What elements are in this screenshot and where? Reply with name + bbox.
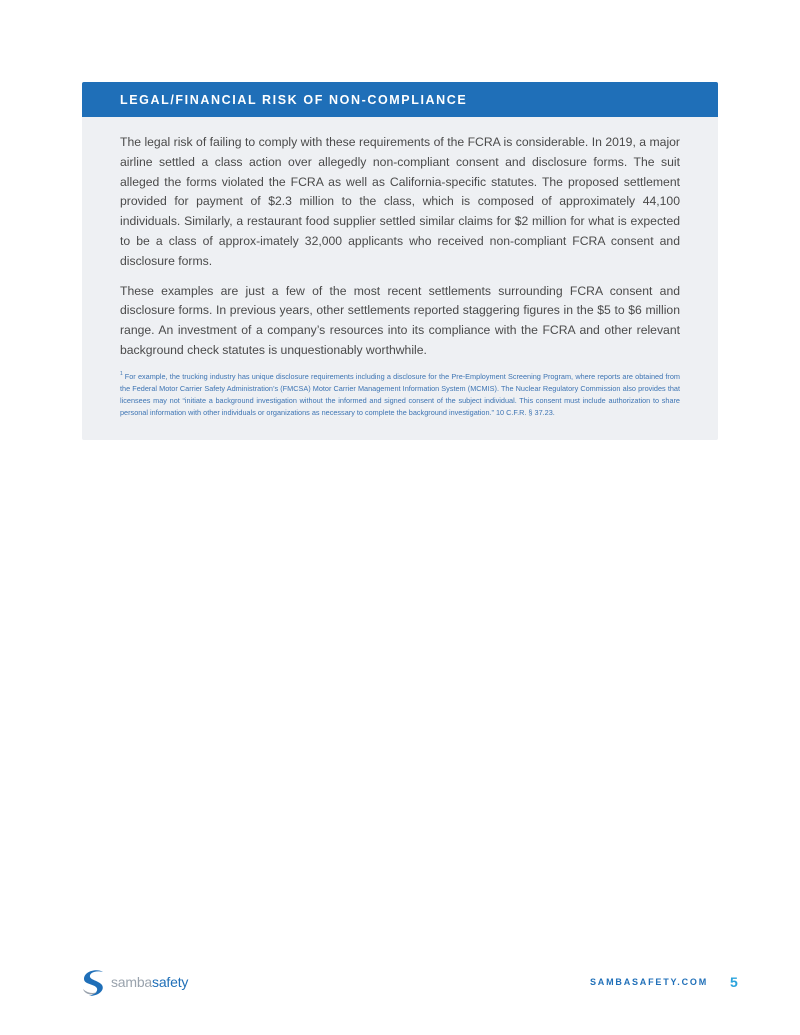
paragraph-examples: These examples are just a few of the most recent settlements surrounding FCRA consent and disclosure forms. In previous years, other settlements reported staggering figures in the $5 to $6 million range. An investment of a company’s resources into its compliance with the FCRA and other relevant background check statutes is unquestionably worthwhile. — [120, 283, 680, 357]
logo-wordmark-safety: safety — [152, 974, 189, 990]
footnote-text: For example, the trucking industry has unique disclosure requirements including a disclosure for the Pre-Employment Screening Program, where reports are obtained from the Federal Motor Carrier Safety Administration’s (FMCSA) Motor Carrier Management Information System (MCMIS). The Nuclear Regulatory Commission also provides that licensees may not “initiate a background investigation without the informed and signed consent of the subject individual. This consent must include authorization to share personal information with other individuals or organizations as necessary to complete the background investigation.” 10 C.F.R. § 37.23. — [120, 371, 680, 418]
footer-website-url: SAMBASAFETY.COM — [590, 977, 709, 987]
paragraph-settlements: The legal risk of failing to comply with these requirements of the FCRA is considerable. In 2019, a major airline settled a class action over allegedly non-compliant consent and disclosure forms. The suit alleged the forms violated the FCRA as well as California-specific statutes. The proposed settlement provided for payment of $2.3 million to the class, which is composed of approximately 44,100 individuals. Similarly, a restaurant food supplier settled similar claims for $2 million for what is expected to be a class of approx-imately 32,000 applicants who received non-compliant FCRA consent and disclosure forms. — [120, 135, 680, 268]
footnote — [120, 371, 680, 420]
logo-wordmark-samba: samba — [111, 974, 153, 990]
section-title: LEGAL/FINANCIAL RISK OF NON-COMPLIANCE — [120, 92, 468, 107]
page-number: 5 — [730, 974, 738, 990]
samba-safety-logo — [81, 967, 188, 997]
logo-wordmark — [111, 975, 188, 989]
section-header — [82, 82, 718, 117]
footnote-marker: 1 — [120, 371, 123, 378]
legal-risk-section — [82, 82, 718, 440]
section-body — [82, 117, 718, 420]
samba-s-swoosh-icon — [81, 967, 107, 997]
